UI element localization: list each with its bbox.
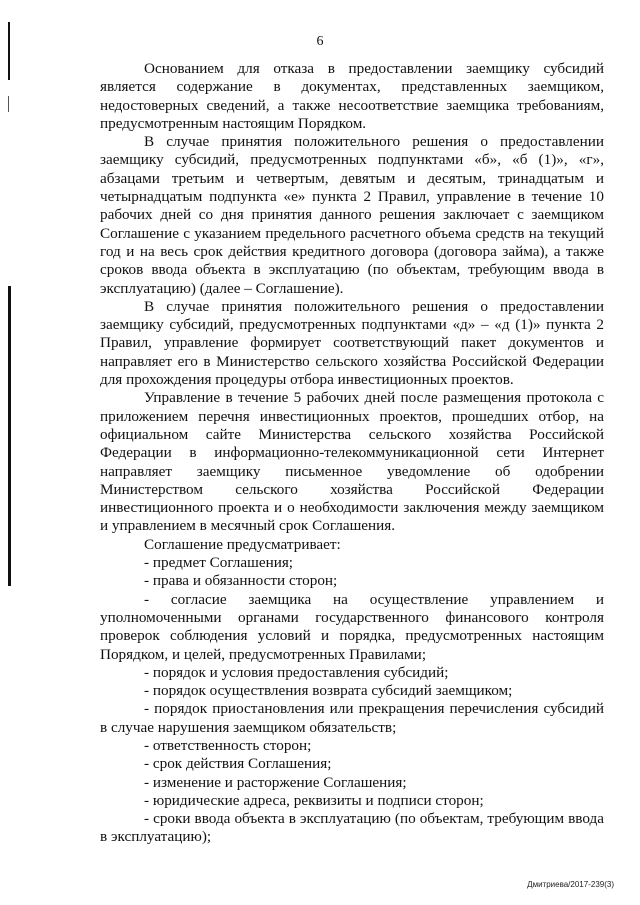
list-item: - срок действия Соглашения; <box>144 755 332 773</box>
paragraph: Соглашение предусматривает: <box>144 535 341 553</box>
scan-margin-mark <box>8 22 10 80</box>
list-item: - права и обязанности сторон; <box>144 572 338 590</box>
paragraph: В случае принятия положительного решения о предоставлении заемщику субсидий, предусмотренных подпунктами «д» – «д (1)» пункта 2 Правил, управление формирует соответствующий пакет документов и направляет его в Министерство сельского хозяйства Российской Федерации для прохождения процедуры отбора инвестиционных проектов. <box>100 297 604 389</box>
list-item: - предмет Соглашения; <box>144 554 294 572</box>
scan-margin-mark <box>8 96 9 112</box>
document-body <box>100 60 604 847</box>
list-item: - сроки ввода объекта в эксплуатацию (по объектам, требующим ввода в эксплуатацию); <box>100 810 604 846</box>
list-item: - юридические адреса, реквизиты и подписи сторон; <box>144 791 484 809</box>
document-footer-code: Дмитриева/2017-239(3) <box>527 880 614 889</box>
scan-margin-mark <box>8 286 11 586</box>
list-item: - изменение и расторжение Соглашения; <box>144 773 407 791</box>
list-item: - порядок и условия предоставления субсидий; <box>144 663 449 681</box>
paragraph: В случае принятия положительного решения о предоставлении заемщику субсидий, предусмотренных подпунктами «б», «б (1)», «г», абзацами третьим и четвертым, девятым и десятым, тринадцатым и четырнадцатым подпункта «е» пункта 2 Правил, управление в течение 10 рабочих дней со дня принятия данного решения заключает с заемщиком Соглашение с указанием предельного расчетного объема средств на текущий год и на весь срок действия кредитного договора (договора займа), а также сроков ввода объекта в эксплуатацию (по объектам, требующим ввода в эксплуатацию) (далее – Соглашение). <box>100 133 604 297</box>
paragraph: Управление в течение 5 рабочих дней после размещения протокола с приложением перечня инвестиционных проектов, прошедших отбор, на официальном сайте Министерства сельского хозяйства Российской Федерации в информационно-телекоммуникационной сети Интернет направляет заемщику письменное уведомление об одобрении Министерством сельского хозяйства Российской Федерации инвестиционного проекта и о необходимости заключения между заемщиком и управлением в месячный срок Соглашения. <box>100 389 604 535</box>
list-item: - согласие заемщика на осуществление управлением и уполномоченными органами государственного финансового контроля проверок соблюдения условий и порядка, предусмотренных настоящим Порядком, и целей, предусмотренных Правилами; <box>100 590 604 663</box>
list-item: - ответственность сторон; <box>144 736 312 754</box>
page-number: 6 <box>316 34 324 49</box>
list-item: - порядок осуществления возврата субсидий заемщиком; <box>144 682 513 700</box>
paragraph: Основанием для отказа в предоставлении заемщику субсидий является содержание в документах, представленных заемщиком, недостоверных сведений, а также несоответствие заемщика требованиям, предусмотренным настоящим Порядком. <box>100 60 604 132</box>
list-item: - порядок приостановления или прекращения перечисления субсидий в случае нарушения заемщиком обязательств; <box>100 700 604 736</box>
